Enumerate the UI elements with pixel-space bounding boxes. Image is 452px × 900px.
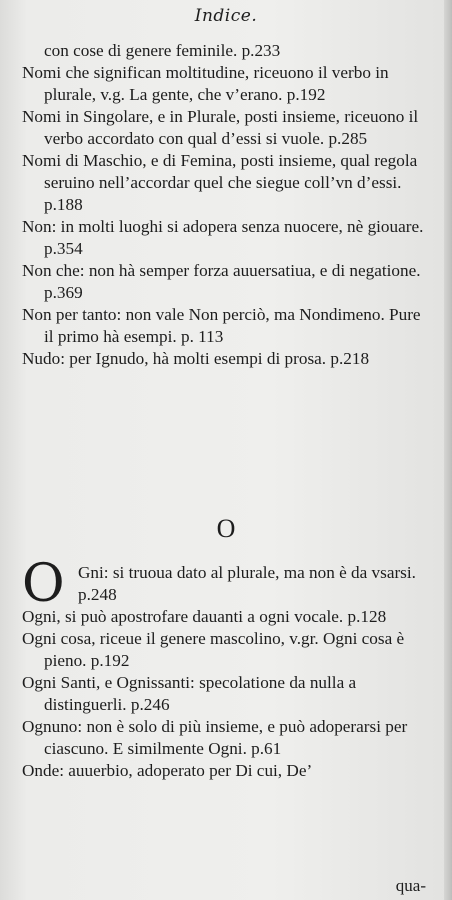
- section-letter-heading: O: [216, 514, 236, 543]
- index-entry: Non: in molti luoghi si adopera senza nuocere, nè giouare. p.354: [22, 217, 424, 258]
- index-entry: Nomi che significan moltitudine, riceuono il verbo in plurale, v.g. La gente, che v’erano. p.192: [22, 63, 389, 104]
- index-entry: Ogni Santi, e Ognissanti: specolatione da nulla a distinguerli. p.246: [22, 673, 357, 714]
- index-entry: Ogni cosa, riceue il genere mascolino, v.gr. Ogni cosa è pieno. p.192: [22, 629, 405, 670]
- running-head: Indice.: [194, 6, 258, 26]
- drop-cap: O: [22, 554, 65, 614]
- index-entry: Nudo: per Ignudo, hà molti esempi di prosa. p.218: [22, 349, 370, 368]
- index-block-n: [22, 40, 428, 370]
- index-entry: Onde: auuerbio, adoperato per Di cui, De’: [22, 761, 313, 780]
- index-entry: Ognuno: non è solo di più insieme, e può adoperarsi per ciascuno. E similmente Ogni. p.61: [22, 717, 408, 758]
- index-entry: Nomi in Singolare, e in Plurale, posti insieme, riceuono il verbo accordato con qual d’essi si vuole. p.285: [22, 107, 419, 148]
- index-entry: Non per tanto: non vale Non perciò, ma Nondimeno. Pure il primo hà esempi. p. 113: [22, 305, 421, 346]
- index-entry: Ogni, si può apostrofare dauanti a ogni vocale. p.128: [22, 607, 387, 626]
- index-entry: con cose di genere feminile. p.233: [44, 41, 281, 60]
- page-gutter: [444, 0, 452, 900]
- index-entry: Nomi di Maschio, e di Femina, posti insieme, qual regola seruino nell’accordar quel che siegue coll’vn d’essi. p.188: [22, 151, 418, 214]
- index-entry-text: Gni: si truoua dato al plurale, ma non è da vsarsi. p.248: [78, 563, 416, 604]
- index-entry: Non che: non hà semper forza auuersatiua, e di negatione. p.369: [22, 261, 421, 302]
- index-entry-first: [22, 554, 428, 614]
- catchword: qua-: [395, 876, 426, 895]
- index-block-o: [22, 554, 428, 782]
